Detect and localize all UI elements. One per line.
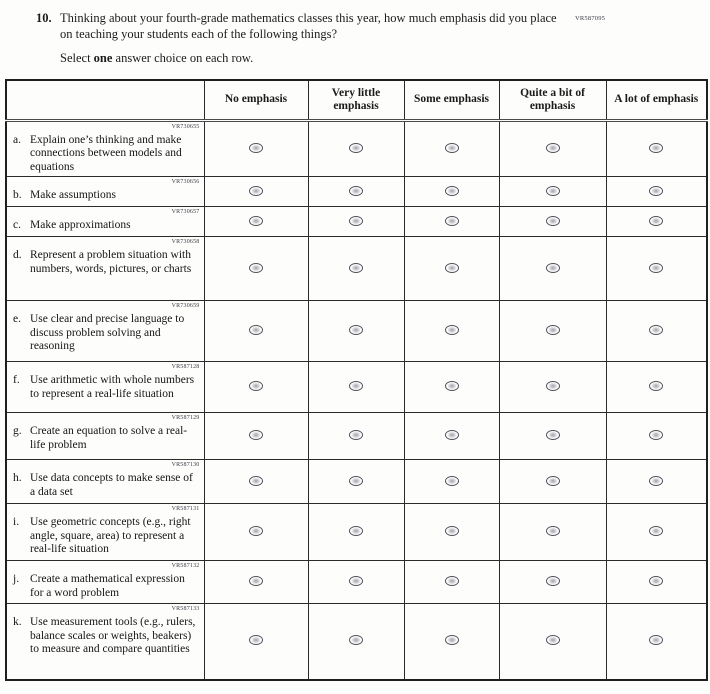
row-label-text: Use clear and precise language to discuss problem solving and reasoning — [30, 313, 185, 352]
column-header-some-emphasis: Some emphasis — [404, 80, 499, 120]
row-letter: h. — [13, 472, 22, 484]
answer-cell — [404, 207, 499, 237]
answer-cell — [499, 120, 606, 177]
bubble-some-emphasis[interactable] — [445, 476, 459, 486]
row-accession-code: VR730655 — [171, 123, 200, 130]
answer-cell — [204, 561, 308, 604]
answer-cell — [499, 362, 606, 413]
answer-cell — [606, 604, 707, 680]
instruction-suffix: answer choice on each row. — [112, 51, 254, 65]
row-label-text: Represent a problem situation with numbers, words, pictures, or charts — [30, 249, 192, 275]
bubble-a-lot-of-emphasis[interactable] — [649, 216, 663, 226]
answer-cell — [204, 604, 308, 680]
bubble-no-emphasis[interactable] — [249, 381, 263, 391]
row-label-text: Use data concepts to make sense of a data set — [30, 472, 193, 498]
bubble-very-little-emphasis[interactable] — [349, 576, 363, 586]
bubble-a-lot-of-emphasis[interactable] — [649, 526, 663, 536]
row-label — [13, 134, 200, 175]
bubble-a-lot-of-emphasis[interactable] — [649, 381, 663, 391]
answer-cell — [404, 301, 499, 362]
answer-cell — [606, 120, 707, 177]
bubble-very-little-emphasis[interactable] — [349, 476, 363, 486]
bubble-very-little-emphasis[interactable] — [349, 263, 363, 273]
bubble-quite-a-bit-of-emphasis[interactable] — [546, 143, 560, 153]
bubble-quite-a-bit-of-emphasis[interactable] — [546, 263, 560, 273]
row-label-text: Create an equation to solve a real-life problem — [30, 425, 188, 451]
row-label-cell — [6, 120, 204, 177]
bubble-no-emphasis[interactable] — [249, 635, 263, 645]
table-row — [6, 237, 707, 301]
answer-cell — [606, 237, 707, 301]
row-accession-code: VR587131 — [171, 506, 200, 512]
answer-cell — [404, 362, 499, 413]
row-label-text: Make assumptions — [30, 189, 116, 201]
answer-cell — [499, 561, 606, 604]
answer-cell — [404, 460, 499, 504]
row-accession-code: VR730659 — [171, 303, 200, 309]
bubble-a-lot-of-emphasis[interactable] — [649, 476, 663, 486]
row-accession-code: VR587133 — [171, 606, 200, 612]
bubble-no-emphasis[interactable] — [249, 143, 263, 153]
column-header-very-little-emphasis: Very little emphasis — [308, 80, 404, 120]
row-letter: f. — [13, 374, 20, 386]
row-label-cell — [6, 561, 204, 604]
table-row — [6, 413, 707, 460]
answer-cell — [204, 460, 308, 504]
answer-cell — [606, 413, 707, 460]
bubble-a-lot-of-emphasis[interactable] — [649, 576, 663, 586]
row-label — [13, 313, 200, 354]
row-label-cell — [6, 460, 204, 504]
bubble-a-lot-of-emphasis[interactable] — [649, 263, 663, 273]
row-label-text: Make approximations — [30, 219, 131, 231]
row-accession-code: VR730656 — [171, 179, 200, 185]
table-row — [6, 120, 707, 177]
row-label-cell — [6, 301, 204, 362]
row-label — [13, 573, 200, 600]
bubble-very-little-emphasis[interactable] — [349, 635, 363, 645]
row-label — [13, 472, 200, 499]
answer-cell — [499, 604, 606, 680]
row-label — [13, 189, 200, 203]
row-accession-code: VR587130 — [171, 462, 200, 468]
form-code: VR587095 — [575, 15, 606, 22]
table-row — [6, 301, 707, 362]
answer-cell — [499, 413, 606, 460]
answer-cell — [499, 237, 606, 301]
bubble-very-little-emphasis[interactable] — [349, 325, 363, 335]
bubble-quite-a-bit-of-emphasis[interactable] — [546, 526, 560, 536]
header-row — [6, 80, 707, 120]
row-label-cell — [6, 207, 204, 237]
answer-cell — [404, 413, 499, 460]
row-letter: g. — [13, 425, 22, 437]
instruction-bold: one — [93, 51, 113, 65]
answer-cell — [308, 413, 404, 460]
bubble-no-emphasis[interactable] — [249, 576, 263, 586]
answer-cell — [308, 504, 404, 561]
answer-cell — [606, 207, 707, 237]
row-label — [13, 616, 200, 657]
table-row — [6, 561, 707, 604]
answer-cell — [606, 301, 707, 362]
answer-cell — [499, 460, 606, 504]
answer-cell — [204, 177, 308, 207]
row-letter: c. — [13, 219, 21, 231]
row-label — [13, 249, 200, 276]
bubble-quite-a-bit-of-emphasis[interactable] — [546, 325, 560, 335]
row-label — [13, 374, 200, 401]
answer-cell — [606, 177, 707, 207]
answer-cell — [308, 301, 404, 362]
bubble-some-emphasis[interactable] — [445, 430, 459, 440]
answer-cell — [308, 604, 404, 680]
instruction-line — [60, 51, 710, 66]
row-label-cell — [6, 177, 204, 207]
row-letter: b. — [13, 189, 22, 201]
bubble-very-little-emphasis[interactable] — [349, 526, 363, 536]
bubble-quite-a-bit-of-emphasis[interactable] — [546, 476, 560, 486]
bubble-no-emphasis[interactable] — [249, 325, 263, 335]
row-label-column-header — [6, 80, 204, 120]
bubble-some-emphasis[interactable] — [445, 325, 459, 335]
answer-cell — [606, 561, 707, 604]
table-row — [6, 460, 707, 504]
row-accession-code: VR730657 — [171, 209, 200, 215]
answer-cell — [308, 362, 404, 413]
row-accession-code: VR730658 — [171, 239, 200, 245]
bubble-very-little-emphasis[interactable] — [349, 143, 363, 153]
bubble-no-emphasis[interactable] — [249, 476, 263, 486]
row-label-cell — [6, 362, 204, 413]
answer-cell — [308, 237, 404, 301]
bubble-a-lot-of-emphasis[interactable] — [649, 186, 663, 196]
row-label-text: Use measurement tools (e.g., rulers, balance scales or weights, beakers) to measure and compare quantities — [30, 616, 196, 655]
table-row — [6, 362, 707, 413]
answer-cell — [499, 504, 606, 561]
question-number: 10. — [36, 11, 52, 25]
table-row — [6, 207, 707, 237]
row-accession-code: VR587128 — [171, 364, 200, 370]
table-row — [6, 177, 707, 207]
bubble-no-emphasis[interactable] — [249, 186, 263, 196]
bubble-no-emphasis[interactable] — [249, 430, 263, 440]
answer-cell — [308, 460, 404, 504]
column-header-a-lot-of-emphasis: A lot of emphasis — [606, 80, 707, 120]
row-label-cell — [6, 504, 204, 561]
answer-cell — [404, 504, 499, 561]
answer-cell — [404, 604, 499, 680]
answer-cell — [308, 207, 404, 237]
answer-cell — [499, 301, 606, 362]
row-label — [13, 516, 200, 557]
matrix-body — [6, 120, 707, 680]
answer-cell — [499, 177, 606, 207]
row-label-text: Explain one’s thinking and make connections between models and equations — [30, 133, 182, 173]
row-label — [13, 425, 200, 452]
answer-cell — [204, 237, 308, 301]
bubble-quite-a-bit-of-emphasis[interactable] — [546, 186, 560, 196]
answer-cell — [308, 561, 404, 604]
bubble-some-emphasis[interactable] — [445, 635, 459, 645]
row-label-text: Create a mathematical expression for a word problem — [30, 573, 185, 599]
bubble-some-emphasis[interactable] — [445, 526, 459, 536]
emphasis-matrix-table — [5, 79, 708, 681]
question-text: Thinking about your fourth-grade mathematics classes this year, how much emphasis did you place on teaching your students each of the following things? — [60, 11, 557, 41]
bubble-no-emphasis[interactable] — [249, 526, 263, 536]
question-block — [36, 11, 581, 42]
bubble-a-lot-of-emphasis[interactable] — [649, 635, 663, 645]
answer-cell — [204, 362, 308, 413]
bubble-no-emphasis[interactable] — [249, 216, 263, 226]
row-letter: d. — [13, 249, 22, 261]
table-row — [6, 604, 707, 680]
bubble-very-little-emphasis[interactable] — [349, 216, 363, 226]
bubble-no-emphasis[interactable] — [249, 263, 263, 273]
bubble-quite-a-bit-of-emphasis[interactable] — [546, 576, 560, 586]
bubble-quite-a-bit-of-emphasis[interactable] — [546, 635, 560, 645]
row-label-text: Use geometric concepts (e.g., right angle, square, area) to represent a real-life situation — [30, 516, 191, 555]
answer-cell — [404, 561, 499, 604]
answer-cell — [204, 207, 308, 237]
row-accession-code: VR587132 — [171, 563, 200, 569]
row-label-cell — [6, 237, 204, 301]
answer-cell — [204, 301, 308, 362]
row-label-text: Use arithmetic with whole numbers to represent a real-life situation — [30, 374, 195, 400]
answer-cell — [404, 120, 499, 177]
answer-cell — [204, 504, 308, 561]
bubble-some-emphasis[interactable] — [445, 576, 459, 586]
bubble-a-lot-of-emphasis[interactable] — [649, 430, 663, 440]
answer-cell — [606, 460, 707, 504]
answer-cell — [204, 413, 308, 460]
answer-cell — [204, 120, 308, 177]
bubble-a-lot-of-emphasis[interactable] — [649, 143, 663, 153]
column-header-no-emphasis: No emphasis — [204, 80, 308, 120]
table-row — [6, 504, 707, 561]
answer-cell — [308, 177, 404, 207]
bubble-quite-a-bit-of-emphasis[interactable] — [546, 381, 560, 391]
bubble-quite-a-bit-of-emphasis[interactable] — [546, 216, 560, 226]
bubble-very-little-emphasis[interactable] — [349, 381, 363, 391]
bubble-very-little-emphasis[interactable] — [349, 186, 363, 196]
row-accession-code: VR587129 — [171, 415, 200, 421]
answer-cell — [606, 362, 707, 413]
bubble-some-emphasis[interactable] — [445, 143, 459, 153]
bubble-very-little-emphasis[interactable] — [349, 430, 363, 440]
bubble-some-emphasis[interactable] — [445, 381, 459, 391]
row-label-cell — [6, 604, 204, 680]
row-letter: e. — [13, 313, 21, 325]
answer-cell — [606, 504, 707, 561]
bubble-a-lot-of-emphasis[interactable] — [649, 325, 663, 335]
row-letter: k. — [13, 616, 22, 628]
row-letter: i. — [13, 516, 20, 528]
bubble-some-emphasis[interactable] — [445, 216, 459, 226]
row-label-cell — [6, 413, 204, 460]
questionnaire-page — [0, 11, 710, 694]
answer-cell — [308, 120, 404, 177]
row-letter: j. — [13, 573, 20, 585]
row-label — [13, 219, 200, 233]
answer-cell — [404, 237, 499, 301]
column-header-quite-a-bit-of-emphasis: Quite a bit of emphasis — [499, 80, 606, 120]
answer-cell — [404, 177, 499, 207]
row-letter: a. — [13, 133, 21, 146]
bubble-some-emphasis[interactable] — [445, 263, 459, 273]
answer-cell — [499, 207, 606, 237]
bubble-quite-a-bit-of-emphasis[interactable] — [546, 430, 560, 440]
instruction-prefix: Select — [60, 51, 94, 65]
bubble-some-emphasis[interactable] — [445, 186, 459, 196]
